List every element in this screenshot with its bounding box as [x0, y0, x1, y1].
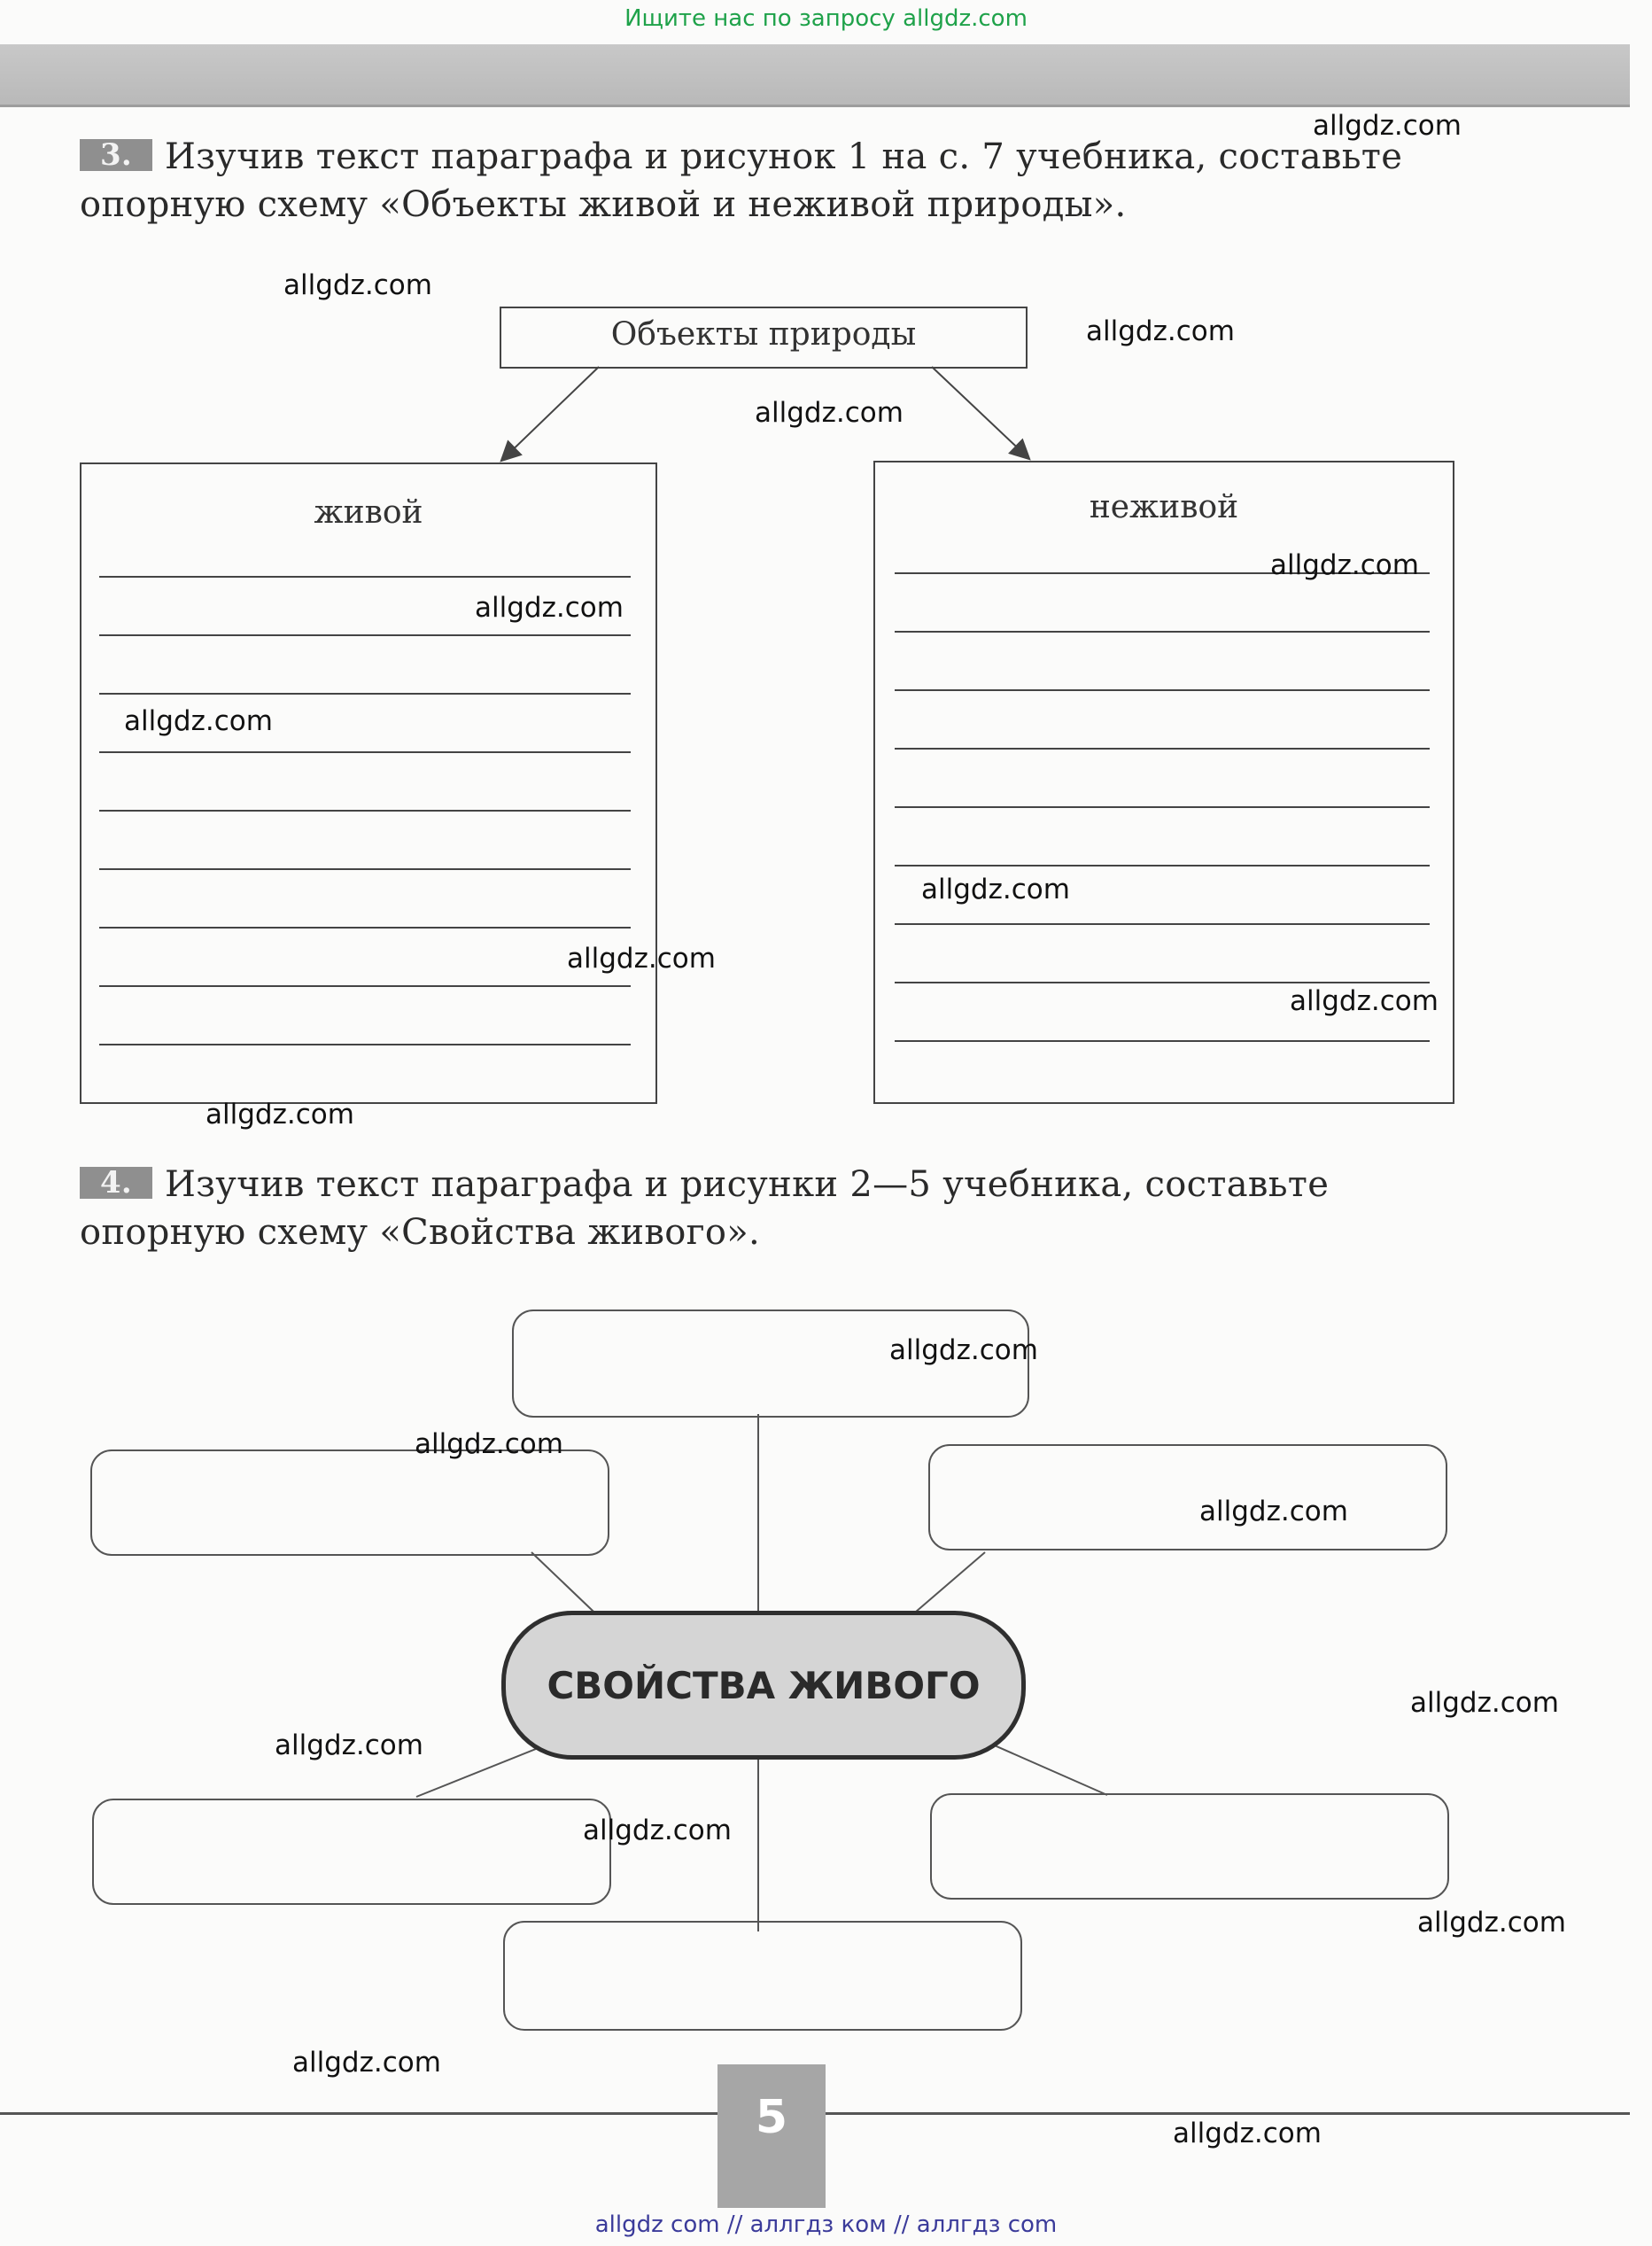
watermark: allgdz.com — [1270, 549, 1419, 581]
watermark: allgdz.com — [889, 1334, 1038, 1366]
watermark: allgdz.com — [1417, 1907, 1566, 1939]
watermark: allgdz.com — [1290, 985, 1439, 1017]
property-box-lower-right[interactable] — [930, 1793, 1449, 1900]
task-4-number: 4. — [80, 1167, 152, 1199]
watermark: allgdz.com — [1199, 1496, 1348, 1527]
living-nature-label: живой — [314, 494, 423, 531]
task-4-text: Изучив текст параграфа и рисунки 2—5 учебника, составьте опорную схему «Свойства живого». — [80, 1164, 1330, 1253]
center-pill-properties-of-living: СВОЙСТВА ЖИВОГО — [501, 1611, 1026, 1760]
root-box-label: Объекты природы — [610, 316, 917, 353]
task-3-text: Изучив текст параграфа и рисунок 1 на с. 7 учебника, составьте опорную схему «Объекты живой и неживой природы». — [80, 136, 1403, 225]
watermark: allgdz.com — [292, 2047, 441, 2079]
watermark: allgdz.com — [755, 397, 904, 429]
watermark: allgdz.com — [283, 269, 432, 301]
property-box-bottom[interactable] — [503, 1921, 1022, 2031]
arrow-to-nonliving — [932, 367, 1029, 459]
watermark: allgdz.com — [124, 705, 273, 737]
watermark: allgdz.com — [1173, 2118, 1322, 2149]
watermark: allgdz.com — [1086, 315, 1235, 347]
watermark: allgdz.com — [415, 1428, 563, 1460]
property-box-upper-right[interactable] — [928, 1444, 1447, 1550]
bottom-banner[interactable]: allgdz com // аллгдз ком // аллгдз com — [594, 2211, 1058, 2238]
top-banner[interactable]: Ищите нас по запросу allgdz.com — [624, 5, 1028, 32]
watermark: allgdz.com — [275, 1729, 423, 1761]
property-box-upper-left[interactable] — [90, 1449, 609, 1556]
watermark: allgdz.com — [475, 592, 624, 624]
watermark: allgdz.com — [567, 943, 716, 975]
watermark: allgdz.com — [583, 1815, 732, 1846]
watermark: allgdz.com — [1313, 110, 1462, 142]
task-3-number: 3. — [80, 139, 152, 171]
nonliving-nature-label: неживой — [1089, 489, 1239, 525]
arrow-to-living — [501, 367, 599, 461]
property-box-lower-left[interactable] — [92, 1799, 611, 1905]
watermark: allgdz.com — [921, 874, 1070, 905]
watermark: allgdz.com — [206, 1099, 354, 1131]
page-number: 5 — [717, 2064, 826, 2208]
watermark: allgdz.com — [1410, 1687, 1559, 1719]
